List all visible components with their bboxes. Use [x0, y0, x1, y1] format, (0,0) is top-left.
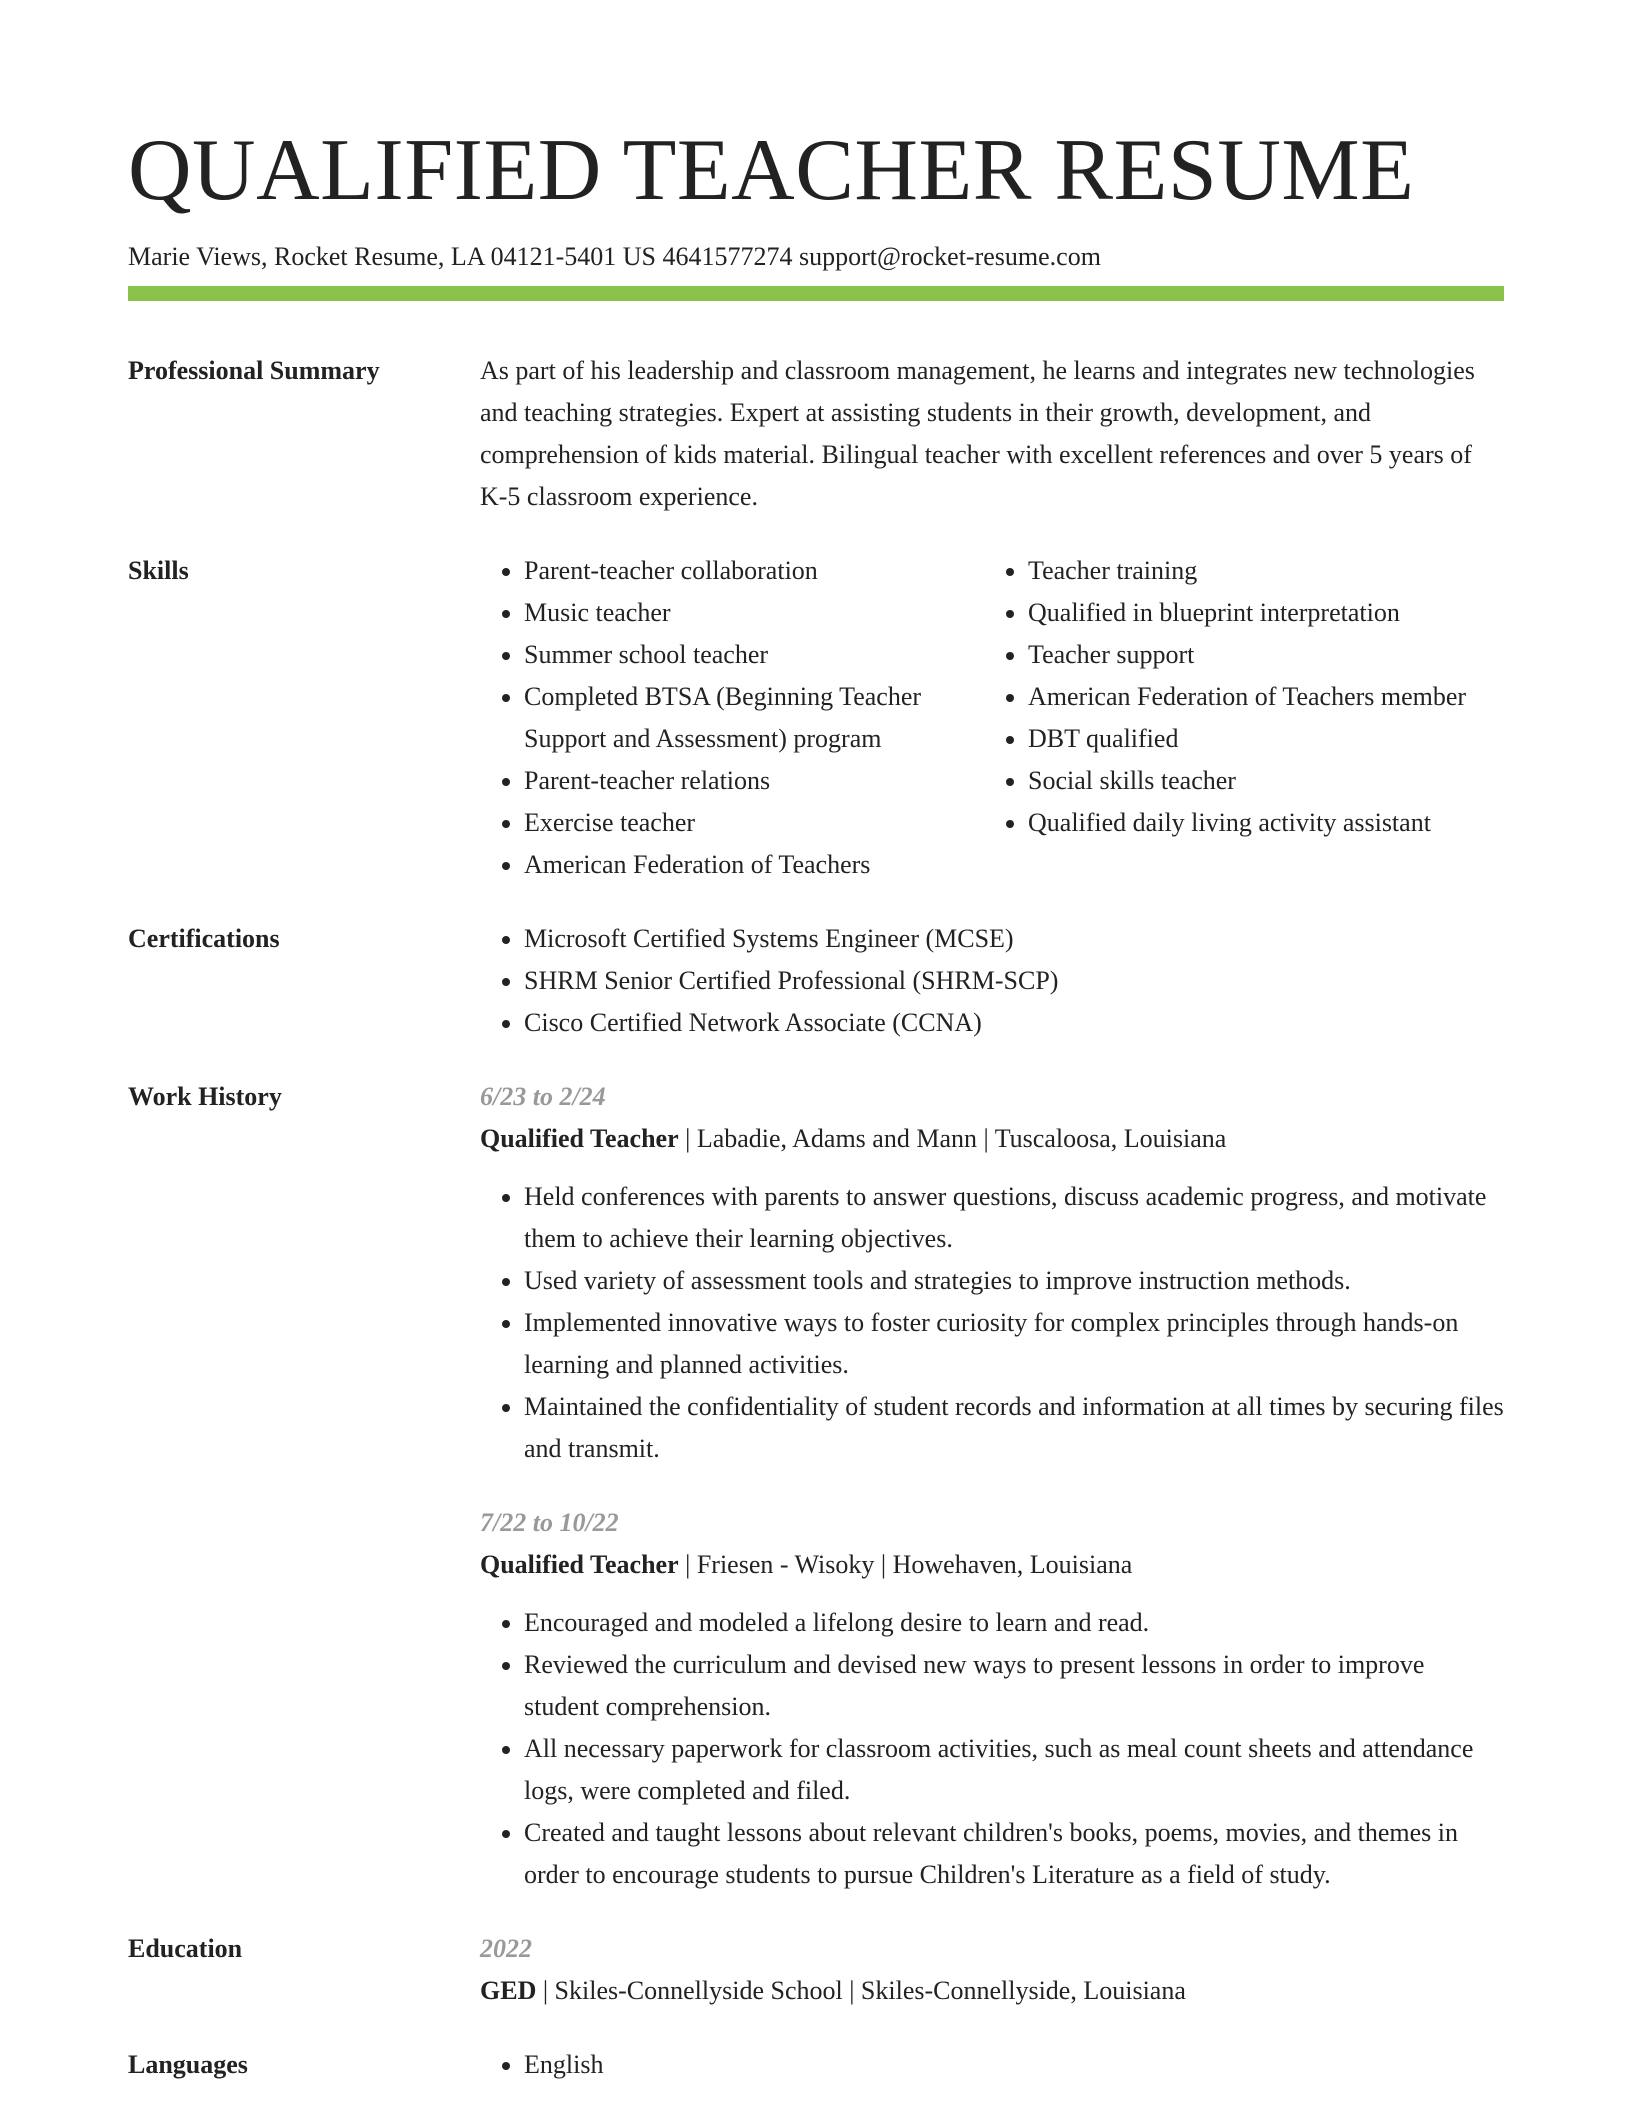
section-label-work-history: Work History: [128, 1082, 282, 1111]
job-employer-location: | Labadie, Adams and Mann | Tuscaloosa, Louisiana: [678, 1124, 1227, 1153]
job-bullet: • Held conferences with parents to answer questions, discuss academic progress, and motivate them to achieve their learning objectives.: [524, 1176, 1504, 1260]
header-divider: [128, 286, 1504, 301]
skill-item: • Qualified in blueprint interpretation: [1028, 592, 1488, 634]
skill-item: • Completed BTSA (Beginning Teacher Support and Assessment) program: [524, 676, 984, 760]
section-label-summary: Professional Summary: [128, 356, 380, 385]
job-bullet: • Used variety of assessment tools and strategies to improve instruction methods.: [524, 1260, 1504, 1302]
section-label-languages: Languages: [128, 2050, 248, 2079]
certification-item: • SHRM Senior Certified Professional (SHRM-SCP): [524, 960, 1504, 1002]
job-role: Qualified Teacher: [480, 1124, 679, 1153]
resume-header: [128, 118, 1504, 274]
job-bullet: • All necessary paperwork for classroom activities, such as meal count sheets and attendance logs, were completed and filed.: [524, 1728, 1504, 1812]
skills-column-1: [480, 550, 984, 886]
education-degree: GED: [480, 1976, 537, 2005]
skill-item: • Exercise teacher: [524, 802, 984, 844]
skill-item: • Summer school teacher: [524, 634, 984, 676]
summary-section: [128, 350, 1504, 518]
skill-item: • Parent-teacher relations: [524, 760, 984, 802]
skill-item: • Music teacher: [524, 592, 984, 634]
job-dates: 6/23 to 2/24: [480, 1082, 606, 1111]
education-section: [128, 1928, 1504, 2012]
contact-line: Marie Views, Rocket Resume, LA 04121-5401 US 4641577274 support@rocket-resume.com: [128, 242, 1101, 271]
job-bullet: • Reviewed the curriculum and devised new ways to present lessons in order to improve student comprehension.: [524, 1644, 1504, 1728]
skill-item: • Qualified daily living activity assistant: [1028, 802, 1488, 844]
language-item: • English: [524, 2044, 1504, 2086]
job-title-line: [480, 1118, 1504, 1160]
job-bullet: • Implemented innovative ways to foster curiosity for complex principles through hands-on learning and planned activities.: [524, 1302, 1504, 1386]
resume-body: [128, 350, 1504, 2118]
skill-item: • Parent-teacher collaboration: [524, 550, 984, 592]
job-bullet: • Maintained the confidentiality of student records and information at all times by securing files and transmit.: [524, 1386, 1504, 1470]
section-label-education: Education: [128, 1934, 243, 1963]
job-employer-location: | Friesen - Wisoky | Howehaven, Louisiana: [678, 1550, 1133, 1579]
section-label-skills: Skills: [128, 556, 189, 585]
education-line: [480, 1970, 1504, 2012]
skill-item: • American Federation of Teachers member: [1028, 676, 1488, 718]
resume-title: QUALIFIED TEACHER RESUME: [128, 122, 1415, 219]
job-role: Qualified Teacher: [480, 1550, 679, 1579]
job-bullet: • Encouraged and modeled a lifelong desire to learn and read.: [524, 1602, 1504, 1644]
certification-item: • Microsoft Certified Systems Engineer (MCSE): [524, 918, 1504, 960]
job-bullet: • Created and taught lessons about relevant children's books, poems, movies, and themes in order to encourage students to pursue Children's Literature as a field of study.: [524, 1812, 1504, 1896]
languages-section: [128, 2044, 1504, 2086]
section-label-certifications: Certifications: [128, 924, 280, 953]
certification-item: • Cisco Certified Network Associate (CCNA): [524, 1002, 1504, 1044]
job-dates: 7/22 to 10/22: [480, 1508, 619, 1537]
skill-item: • Teacher support: [1028, 634, 1488, 676]
job-entry: [480, 1502, 1504, 1896]
skill-item: • Teacher training: [1028, 550, 1488, 592]
skill-item: • American Federation of Teachers: [524, 844, 984, 886]
summary-text: As part of his leadership and classroom management, he learns and integrates new technologies and teaching strategies. Expert at assisting students in their growth, development, and comprehension of kids material. Bilingual teacher with excellent references and over 5 years of K-5 classroom experience.: [480, 356, 1475, 511]
skill-item: • Social skills teacher: [1028, 760, 1488, 802]
job-title-line: [480, 1544, 1504, 1586]
certifications-section: [128, 918, 1504, 1044]
job-entry: [480, 1076, 1504, 1470]
skills-section: [128, 550, 1504, 886]
education-school-location: | Skiles-Connellyside School | Skiles-Connellyside, Louisiana: [536, 1976, 1186, 2005]
education-date: 2022: [480, 1934, 532, 1963]
skill-item: • DBT qualified: [1028, 718, 1488, 760]
work-history-section: [128, 1076, 1504, 1896]
skills-column-2: [984, 550, 1488, 886]
